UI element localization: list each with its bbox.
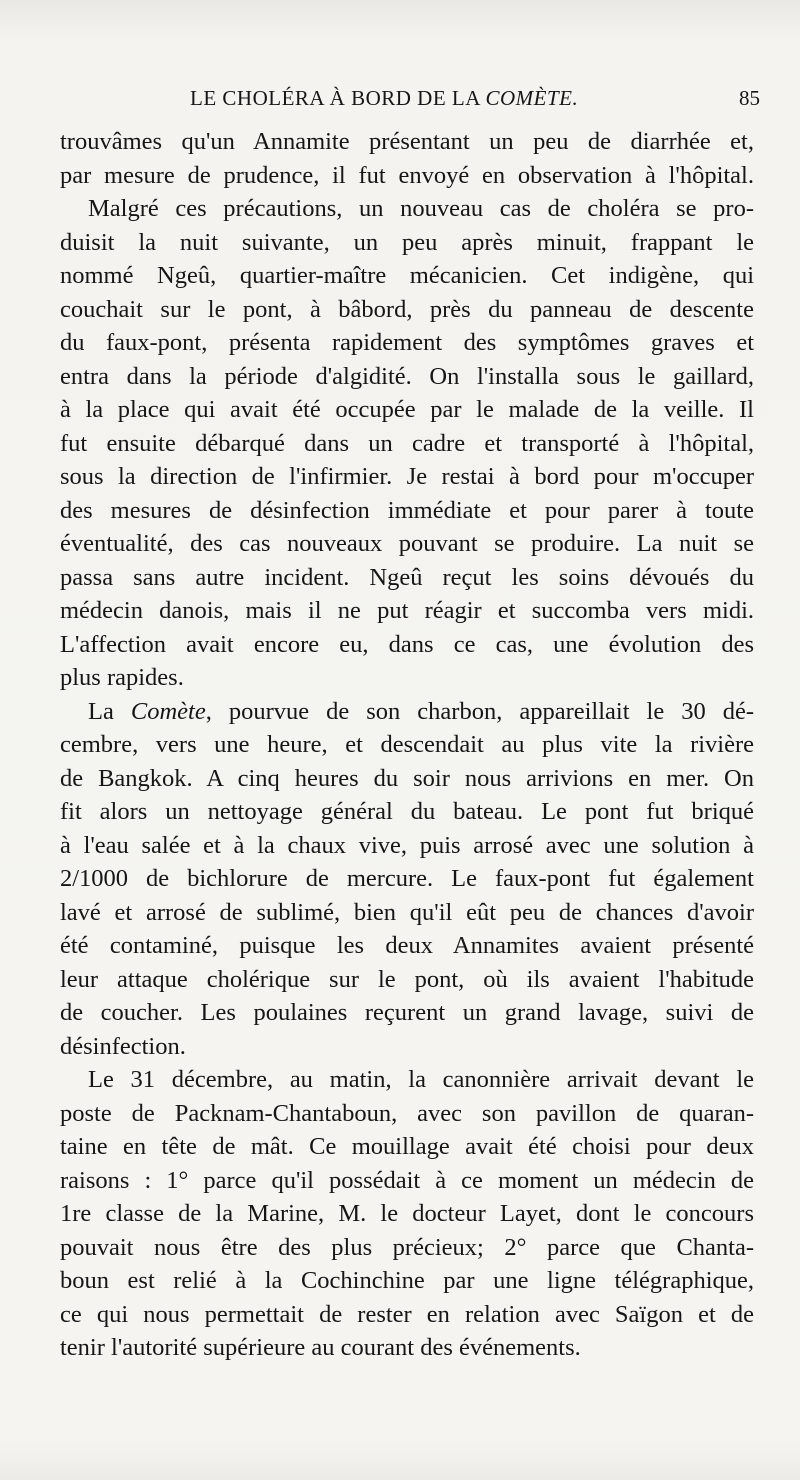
text-line: à la place qui avait été occupée par le malade de la veille. Il [60,396,754,423]
text-line-rest: pourvue de son charbon, appareillait le 30 dé- [228,697,754,725]
body-text [60,125,754,1365]
text-line: fut ensuite débarqué dans un cadre et transporté à l'hôpital, [60,429,754,457]
text-line: 1re classe de la Marine, M. le docteur Layet, dont le concours [60,1200,754,1227]
text-line: duisit la nuit suivante, un peu après minuit, frappant le [60,228,754,256]
chapter-title-text: LE CHOLÉRA À BORD DE LA [190,86,486,110]
text-line: de coucher. Les poulaines reçurent un grand lavage, suivi de [60,999,754,1026]
article-la: La [88,697,131,725]
text-line: des mesures de désinfection immédiate et pour parer à toute [60,496,754,524]
text-line: cembre, vers une heure, et descendait au plus vite la rivière [60,731,754,758]
text-line: 2/1000 de bichlorure de mercure. Le faux-pont fut également [60,865,754,892]
text-line: entra dans la période d'algidité. On l'installa sous le gaillard, [60,362,754,390]
text-line: de Bangkok. A cinq heures du soir nous arrivions en mer. On [60,764,754,792]
text-line: désinfection. [60,1032,186,1060]
text-line: lavé et arrosé de sublimé, bien qu'il eût peu de chances d'avoir [60,898,754,926]
text-line: nommé Ngeû, quartier-maître mécanicien. Cet indigène, qui [60,262,754,289]
text-line: couchait sur le pont, à bâbord, près du panneau de descente [60,295,754,323]
text-line: boun est relié à la Cochinchine par une ligne télégraphique, [60,1267,754,1294]
text-line: ce qui nous permettait de rester en relation avec Saïgon et de [60,1300,754,1328]
text-line: pouvait nous être des plus précieux; 2° parce que Chanta- [60,1233,754,1261]
text-line: Malgré ces précautions, un nouveau cas de choléra se pro- [88,195,754,222]
text-line: du faux-pont, présenta rapidement des symptômes graves et [60,329,754,356]
text-line: trouvâmes qu'un Annamite présentant un peu de diarrhée et, [60,128,754,155]
running-head [60,86,770,120]
text-line: été contaminé, puisque les deux Annamites avaient présenté [60,932,754,959]
text-line: passa sans autre incident. Ngeû reçut les soins dévoués du [60,563,754,591]
text-line: à l'eau salée et à la chaux vive, puis arrosé avec une solution à [60,831,754,859]
text-line: plus rapides. [60,664,184,691]
ship-name-comete: Comète [130,697,206,725]
text-line-with-ship-name [60,695,754,729]
text-line: leur attaque cholérique sur le pont, où ils avaient l'habitude [60,965,754,993]
text-line: médecin danois, mais il ne put réagir et succomba vers midi. [60,597,754,624]
chapter-title [190,86,578,111]
text-line: L'affection avait encore eu, dans ce cas, une évolution des [60,630,754,658]
text-line: éventualité, des cas nouveaux pouvant se produire. La nuit se [60,530,754,557]
text-line: par mesure de prudence, il fut envoyé en observation à l'hôpital. [60,161,754,189]
text-line: tenir l'autorité supérieure au courant des événements. [60,1334,581,1361]
text-line: Le 31 décembre, au matin, la canonnière arrivait devant le [88,1066,754,1093]
text-line: taine en tête de mât. Ce mouillage avait été choisi pour deux [60,1133,754,1160]
text-line: sous la direction de l'infirmier. Je restai à bord pour m'occuper [60,463,754,490]
page-number: 85 [739,86,760,110]
text-line: poste de Packnam-Chantaboun, avec son pavillon de quaran- [60,1099,754,1127]
text-line: fit alors un nettoyage général du bateau. Le pont fut briqué [60,798,754,825]
text-line: raisons : 1° parce qu'il possédait à ce moment un médecin de [60,1166,754,1194]
chapter-title-ship-name: COMÈTE. [485,86,579,110]
comma: , [205,697,229,725]
